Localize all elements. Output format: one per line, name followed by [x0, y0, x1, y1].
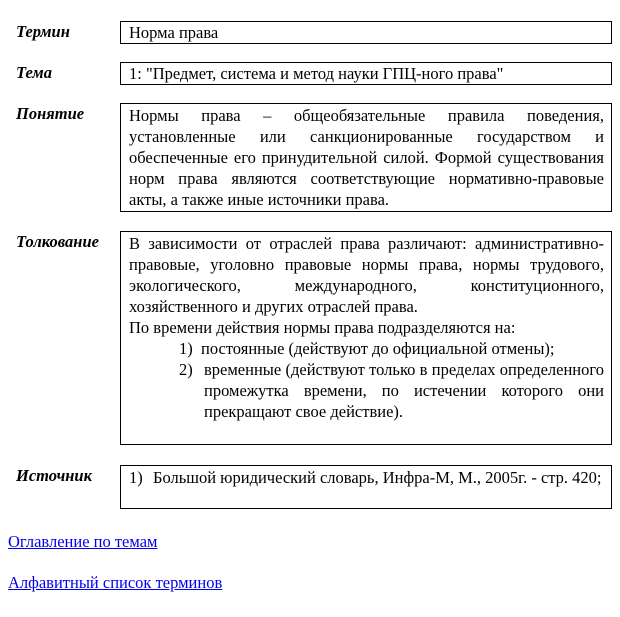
- list-item-number: 1): [179, 339, 193, 358]
- duration-list: [129, 338, 604, 422]
- interpretation-box: [120, 231, 612, 445]
- source-item-text: Большой юридический словарь, Инфра-М, М., 2005г. - стр. 420;: [153, 468, 602, 487]
- source-label: Источник: [16, 466, 92, 485]
- contents-by-topic-link[interactable]: Оглавление по темам: [8, 532, 158, 551]
- concept-box: [120, 103, 612, 212]
- list-item: [179, 359, 604, 422]
- list-item-number: 1): [129, 468, 143, 487]
- concept-text: Нормы права – общеобязательные правила поведения, установленные или санкционированные государством и обеспеченные его принудительной силой. Формой существования норм права являются соответствующие нормативно-правовые акты, а также иные источники права.: [129, 106, 604, 209]
- term-value-box: [120, 21, 612, 44]
- interpretation-paragraph-2: По времени действия нормы права подразделяются на:: [129, 318, 516, 337]
- topic-value-box: [120, 62, 612, 85]
- interpretation-paragraph-1: В зависимости от отраслей права различают: административно-правовые, уголовно правовые нормы права, нормы трудового, экологического, международного, конституционного, хозяйственного и других отраслей права.: [129, 234, 604, 316]
- interpretation-label: Толкование: [16, 232, 99, 251]
- alphabetical-terms-link[interactable]: Алфавитный список терминов: [8, 573, 223, 592]
- topic-value: 1: "Предмет, система и метод науки ГПЦ-ного права": [129, 64, 504, 83]
- list-item: [129, 467, 604, 488]
- list-item: [179, 338, 604, 359]
- term-label: Термин: [16, 22, 70, 41]
- source-list: [129, 467, 604, 488]
- source-box: [120, 465, 612, 509]
- concept-label: Понятие: [16, 104, 85, 123]
- topic-label: Тема: [16, 63, 52, 82]
- term-value: Норма права: [129, 23, 219, 42]
- list-item-number: 2): [179, 360, 193, 379]
- list-item-text: временные (действуют только в пределах определенного промежутка времени, по истечении которого они прекращают свое действие).: [204, 360, 604, 421]
- list-item-text: постоянные (действуют до официальной отмены);: [201, 339, 555, 358]
